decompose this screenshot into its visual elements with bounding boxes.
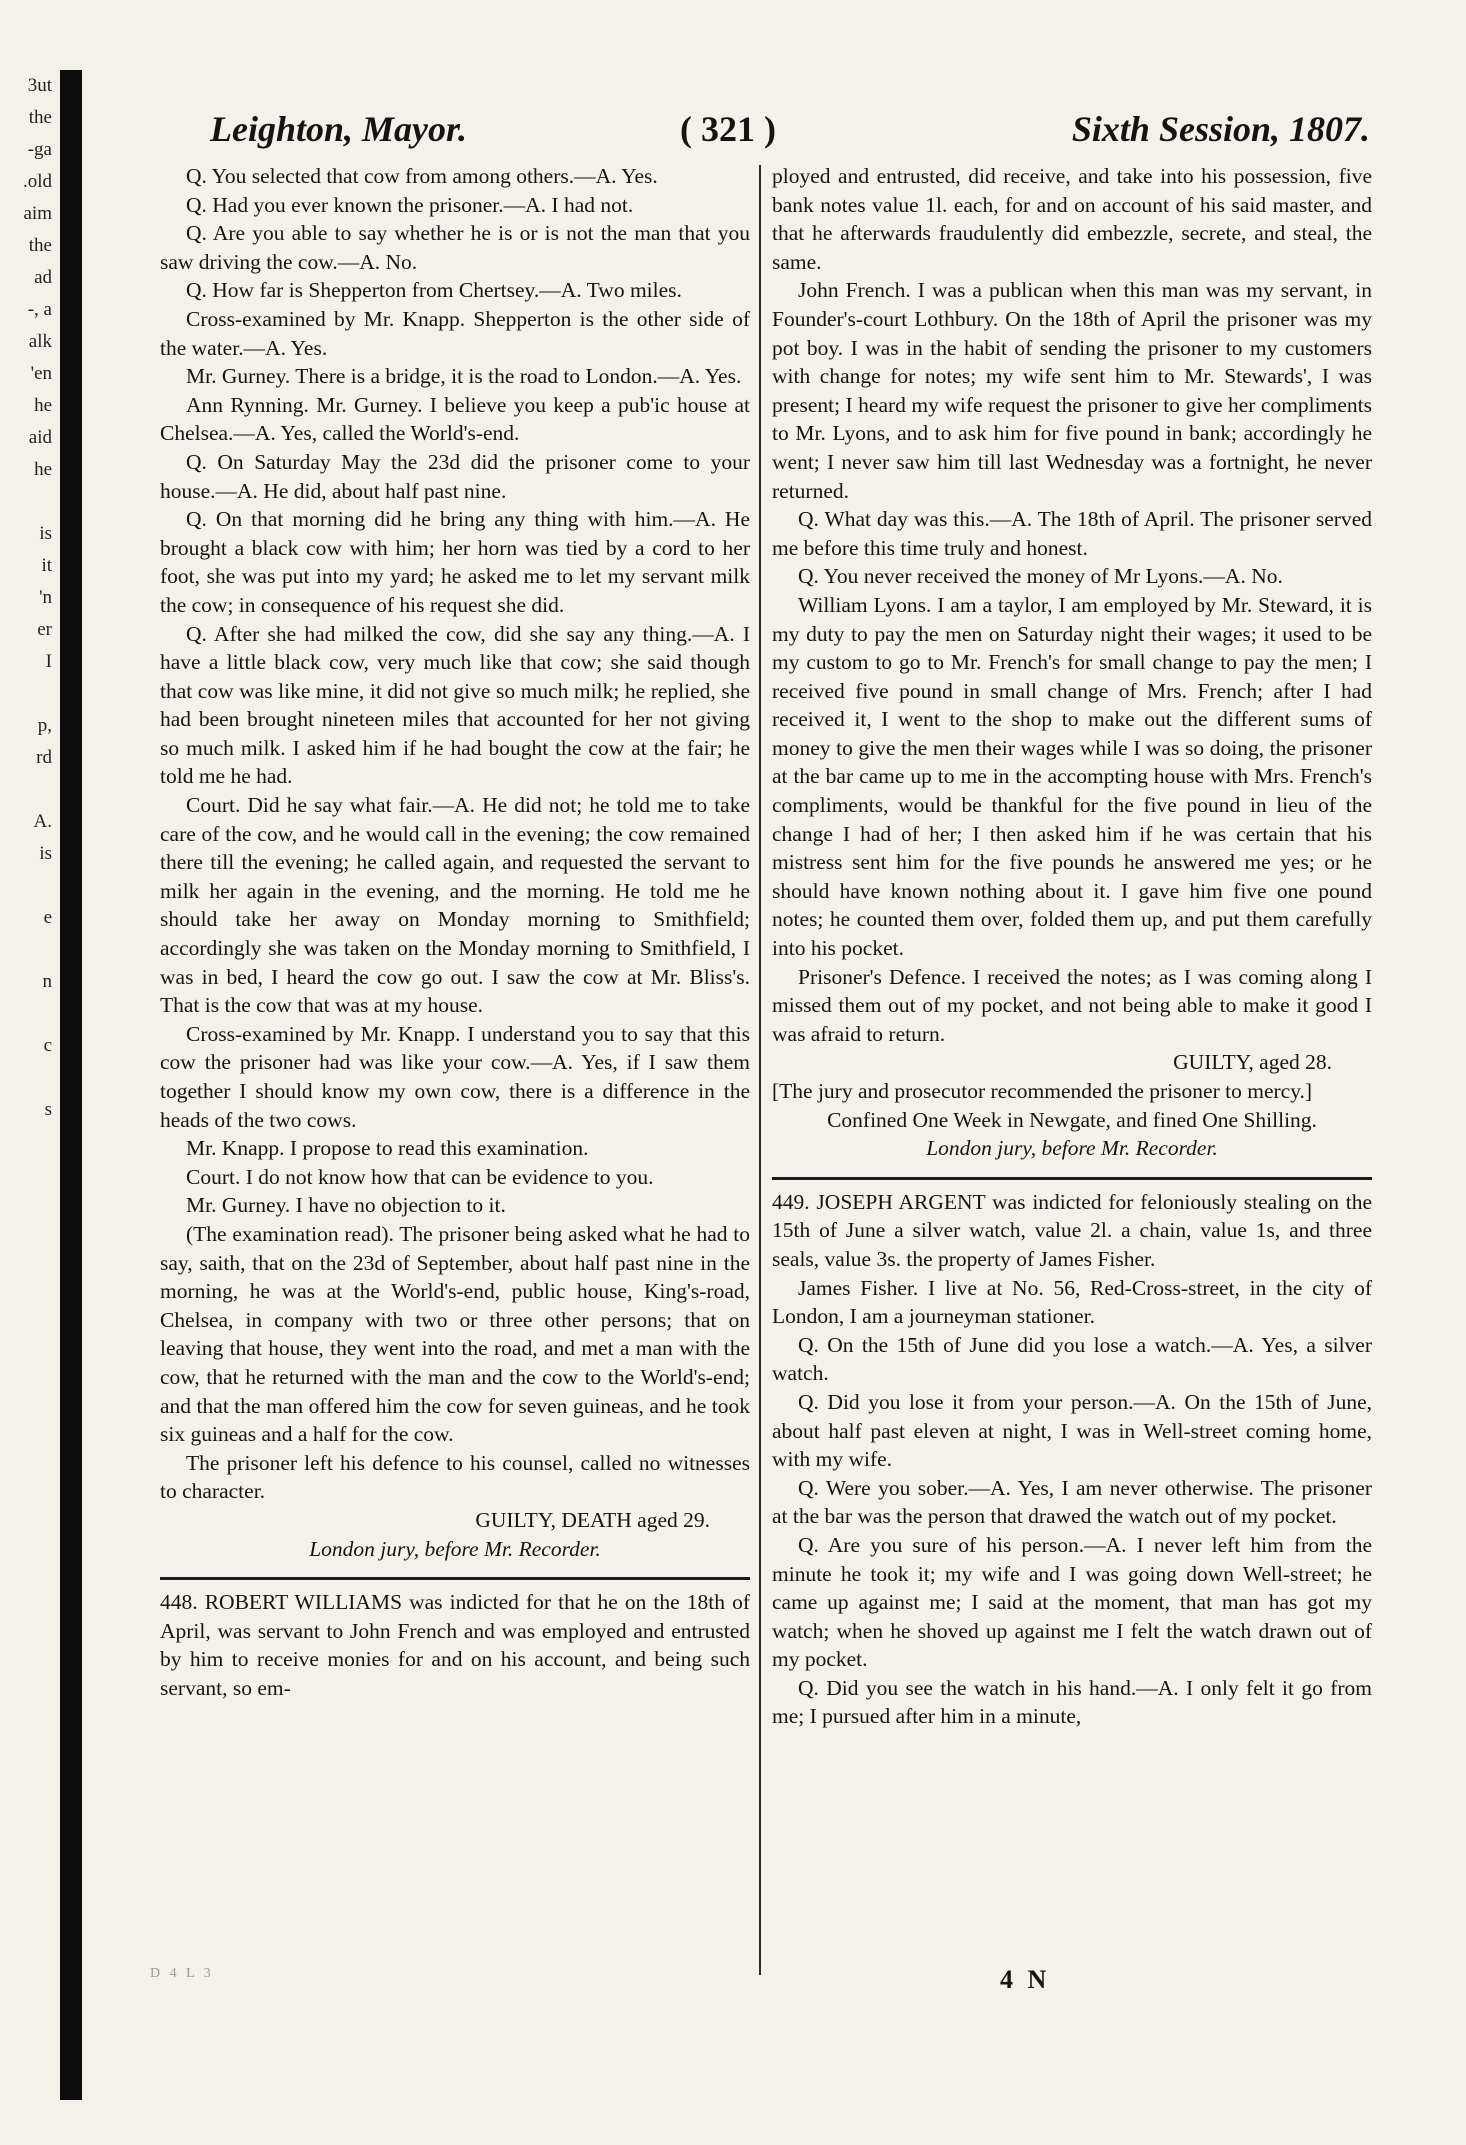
paragraph: John French. I was a publican when this man was my servant, in Founder's-court Lothbury. On the 18th of April the prisoner was my pot boy. I was in the habit of sending the prisoner to my customers with change for notes; my wife sent him to Mr. Stewards', I was present; I heard my wife request the prisoner to give her compliments to Mr. Lyons, and to ask him for five pound in bank; accordingly he went; I never saw him till last Wednesday was a fortnight, he never returned. [772, 278, 1372, 503]
right-column [772, 162, 1372, 1731]
margin-fragment: he [34, 395, 52, 416]
paragraph: Mr. Knapp. I propose to read this examination. [186, 1136, 589, 1161]
margin-fragment [2, 998, 52, 1030]
margin-fragment: n [42, 971, 52, 992]
paragraph: 449. JOSEPH ARGENT was indicted for feloniously stealing on the 15th of June a silver watch, value 2l. a chain, value 1s, and three seals, value 3s. the property of James Fisher. [772, 1189, 1372, 1271]
margin-fragment [2, 1062, 52, 1094]
margin-fragment: it [41, 555, 52, 576]
margin-fragment: 'n [39, 587, 52, 608]
paragraph: William Lyons. I am a taylor, I am employed by Mr. Steward, it is my duty to pay the men on Saturday night their wages; it used to be my custom to go to Mr. French's for small change to pay the men; I received five pound in small change of Mrs. French; after I had received it, I went to the shop to make out the different sums of money to give the men their wages while I was so doing, the prisoner at the bar came up to me in the accompting house with Mrs. French's compliments, would be thankful for the five pound in lieu of the change I had of her; I then asked him if he was certain that his mistress sent him for the five pounds he answered me yes; or he should have known nothing about it. I gave him five one pound notes; he counted them over, folded them up, and put them carefully into his pocket. [772, 592, 1372, 961]
column-rule [759, 165, 761, 1975]
margin-fragment [2, 774, 52, 806]
paragraph: Q. On Saturday May the 23d did the prisoner come to your house.—A. He did, about half past nine. [160, 449, 750, 503]
paragraph: Q. You selected that cow from among others.—A. Yes. [186, 164, 658, 188]
header-left: Leighton, Mayor. [210, 109, 468, 149]
paragraph: Q. Did you lose it from your person.—A. On the 15th of June, about half past eleven at night, I was in Well-street coming home, with my wife. [772, 1389, 1372, 1472]
verdict-left: GUILTY, DEATH aged 29. [475, 1507, 710, 1532]
margin-fragment: 'en [30, 363, 52, 384]
margin-fragment: aid [28, 427, 52, 448]
footer-smudge: D 4 L 3 [150, 1966, 214, 1981]
paragraph: Q. Are you sure of his person.—A. I never left him from the minute he took it; my wife and I was going down Well-street; he came up against me; I said at the moment, that man has got my watch; when he shoved up against me I felt the watch drawn out of my pocket. [772, 1532, 1372, 1672]
paragraph: Q. How far is Shepperton from Chertsey.—A. Two miles. [186, 278, 682, 303]
paragraph: (The examination read). The prisoner being asked what he had to say, saith, that on the 23d of September, about half past nine in the morning, he was at the World's-end, public house, King's-road, Chelsea, in company with two or three other persons; that on leaving that house, they went into the road, and met a man with the cow, that he returned with the man and the cow to the World's-end; and that the man offered him the cow for seven guineas, and he took six guineas and a half for the cow. [160, 1221, 750, 1447]
mercy-recommendation: [The jury and prosecutor recommended the prisoner to mercy.] [772, 1079, 1313, 1103]
paragraph: Prisoner's Defence. I received the notes; as I was coming along I missed them out of my pocket, and not being able to make it good I was afraid to return. [772, 964, 1372, 1046]
paragraph: Ann Rynning. Mr. Gurney. I believe you keep a pub'ic house at Chelsea.—A. Yes, called the World's-end. [160, 392, 750, 446]
margin-fragment: A. [33, 811, 52, 832]
case-449 [772, 1188, 1372, 1731]
margin-fragment [2, 934, 52, 966]
margin-fragment: e [43, 907, 52, 928]
margin-fragment [2, 870, 52, 902]
margin-fragment: is [39, 843, 52, 864]
margin-fragment: alk [28, 331, 52, 352]
verdict-right: GUILTY, aged 28. [1173, 1050, 1332, 1075]
paragraph: Q. On the 15th of June did you lose a watch.—A. Yes, a silver watch. [772, 1332, 1372, 1386]
margin-fragment [2, 678, 52, 710]
jury-line-left: London jury, before Mr. Recorder. [309, 1536, 601, 1561]
paragraph: Mr. Gurney. There is a bridge, it is the road to London.—A. Yes. [186, 364, 742, 389]
paragraph: ployed and entrusted, did receive, and take into his possession, five bank notes value 1l. each, for and on account of his said master, and that he afterwards fraudulently did embezzle, secrete, and steal, the same. [772, 164, 1372, 274]
paragraph: Court. I do not know how that can be evidence to you. [186, 1164, 654, 1189]
margin-fragment: I [45, 651, 52, 672]
margin-fragment: is [39, 523, 52, 544]
margin-fragment: .old [22, 171, 52, 192]
paragraph: Q. Had you ever known the prisoner.—A. I had not. [186, 192, 634, 217]
paragraph: Q. After she had milked the cow, did she say any thing.—A. I have a little black cow, very much like that cow; she said though that cow was like mine, it did not give so much milk; he replied, she had been brought nineteen miles that accounted for her not giving so much milk. I asked him if he had bought the cow at the fair; he told me he had. [160, 621, 750, 789]
binding-edge [60, 70, 82, 2100]
margin-fragment: 3ut [27, 75, 52, 96]
paragraph: Q. Are you able to say whether he is or is not the man that you saw driving the cow.—A. No. [160, 221, 750, 274]
margin-fragment: -ga [27, 139, 52, 160]
paragraph: Q. On that morning did he bring any thing with him.—A. He brought a black cow with him; her horn was tied by a cord to her foot, she was put into my yard; he asked me to let my servant milk the cow; in consequence of his request she did. [160, 507, 750, 617]
margin-fragment: s [44, 1099, 52, 1120]
sentence: Confined One Week in Newgate, and fined One Shilling. [827, 1107, 1317, 1132]
left-paragraphs [160, 162, 750, 1506]
signature-mark: 4 N [1000, 1965, 1051, 1994]
margin-fragment: the [28, 107, 52, 128]
case-448-opening: 448. ROBERT WILLIAMS was indicted for that he on the 18th of April, was servant to John French and was employed and entrusted by him to receive monies for and on his account, and being such servant, so em- [160, 1590, 750, 1700]
case-separator [772, 1177, 1372, 1180]
margin-fragment: -, a [27, 299, 52, 320]
margin-fragment [2, 486, 52, 518]
paragraph: Q. You never received the money of Mr Lyons.—A. No. [798, 564, 1283, 589]
margin-fragment: the [28, 235, 52, 256]
right-paragraphs [772, 162, 1372, 1048]
paragraph: Q. What day was this.—A. The 18th of April. The prisoner served me before this time truly and honest. [772, 507, 1372, 560]
page-header [190, 108, 1370, 158]
paragraph: Cross-examined by Mr. Knapp. I understand you to say that this cow the prisoner had was like your cow.—A. Yes, if I saw them together I should know my own cow, there is a difference in the heads of the two cows. [160, 1021, 750, 1132]
margin-fragment: ad [34, 267, 52, 288]
paragraph: Q. Did you see the watch in his hand.—A. I only felt it go from me; I pursued after him in a minute, [772, 1675, 1372, 1729]
paragraph: Mr. Gurney. I have no objection to it. [186, 1193, 506, 1218]
margin-fragments [2, 70, 52, 1126]
left-column [160, 162, 750, 1702]
jury-line-right: London jury, before Mr. Recorder. [926, 1136, 1218, 1161]
margin-fragment: c [43, 1035, 52, 1056]
header-right: Sixth Session, 1807. [1071, 109, 1370, 149]
margin-fragment: rd [36, 747, 52, 768]
paragraph: Court. Did he say what fair.—A. He did not; he told me to take care of the cow, and he would call in the evening; the cow remained there till the evening; he called again, and requested the servant to milk her again in the evening, and the morning. He told me he should take her away on Monday morning to Smithfield; accordingly she was taken on the Monday morning to Smithfield, I was in bed, I heard the cow go out. I saw the cow at Mr. Bliss's. That is the cow that was at my house. [160, 793, 750, 1018]
margin-fragment: p, [37, 715, 52, 736]
margin-fragment: aim [23, 203, 52, 224]
margin-fragment: he [34, 459, 52, 480]
page-number: ( 321 ) [680, 109, 776, 149]
margin-fragment: er [37, 619, 52, 640]
paragraph: The prisoner left his defence to his counsel, called no witnesses to character. [160, 1450, 750, 1504]
paragraph: James Fisher. I live at No. 56, Red-Cross-street, in the city of London, I am a journeyman stationer. [772, 1275, 1372, 1329]
paragraph: Q. Were you sober.—A. Yes, I am never otherwise. The prisoner at the bar was the person that drawed the watch out of my pocket. [772, 1475, 1372, 1529]
paragraph: Cross-examined by Mr. Knapp. Shepperton is the other side of the water.—A. Yes. [160, 306, 750, 360]
case-separator [160, 1577, 750, 1580]
